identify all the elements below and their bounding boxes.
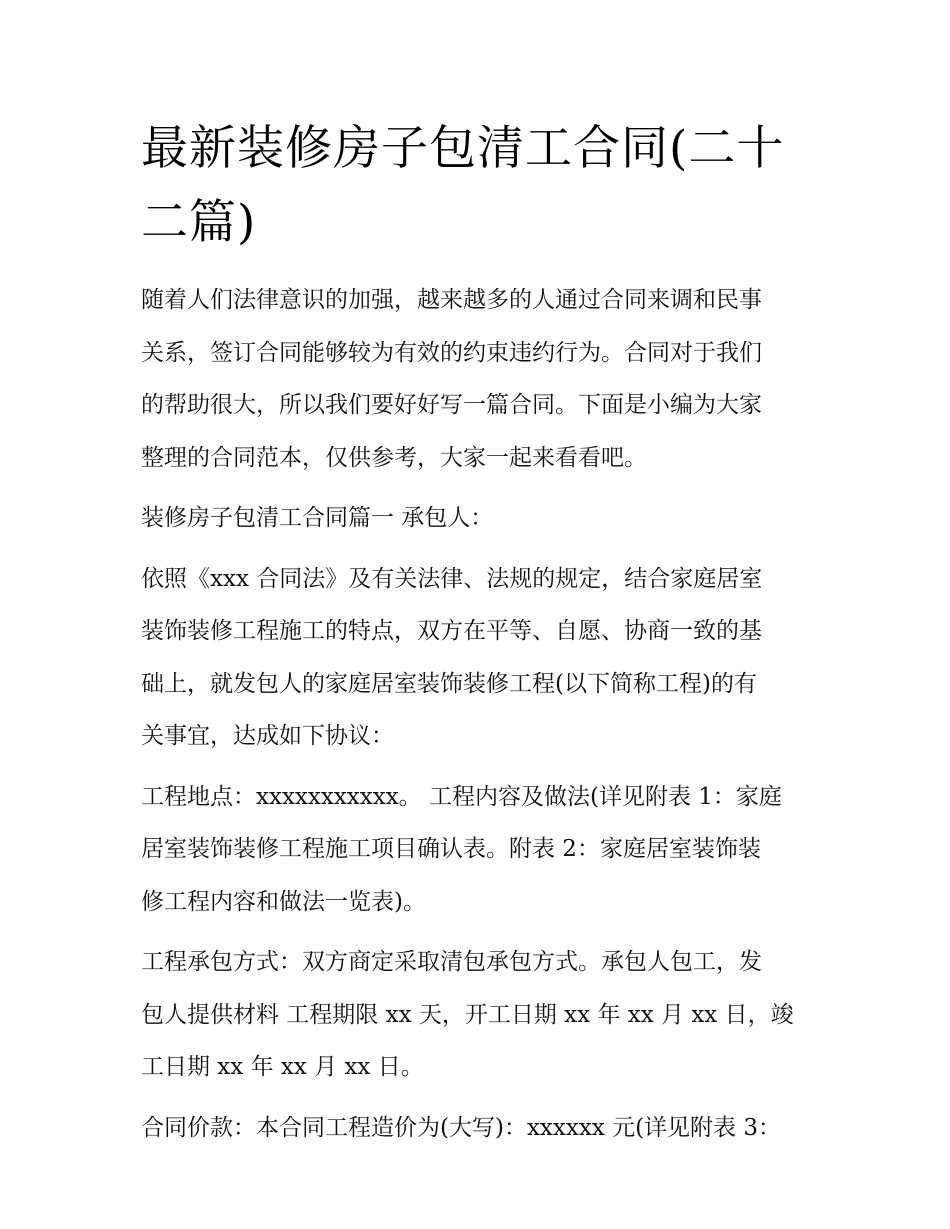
text-line: 的帮助很大，所以我们要好好写一篇合同。下面是小编为大家 (141, 392, 762, 418)
text-line: 关事宜，达成如下协议： (141, 723, 394, 749)
text-line: 包人提供材料 工程期限 xx 天，开工日期 xx 年 xx 月 xx 日，竣 (141, 1001, 794, 1028)
text-line: 工日期 xx 年 xx 月 xx 日。 (141, 1054, 424, 1080)
document-title (141, 112, 813, 260)
text-line: 依照《xxx 合同法》及有关法律、法规的规定，结合家庭居室 (141, 565, 763, 592)
text-line: 居室装饰装修工程施工项目确认表。附表 2：家庭居室装饰装 (141, 836, 761, 862)
text-line: 装饰装修工程施工的特点，双方在平等、自愿、协商一致的基 (141, 618, 762, 644)
contract-method-paragraph (141, 936, 813, 1094)
text-line: 工程地点：xxxxxxxxxxx。 工程内容及做法(详见附表 1：家庭 (141, 783, 782, 810)
text-line: 随着人们法律意识的加强，越来越多的人通过合同来调和民事 (141, 287, 762, 313)
text-line: 修工程内容和做法一览表)。 (141, 888, 426, 915)
document-body (141, 112, 813, 1154)
intro-paragraph (141, 274, 813, 484)
title-line: 二篇) (141, 195, 257, 250)
legal-basis-paragraph (141, 553, 813, 763)
text-line: 装修房子包清工合同篇一 承包人： (141, 505, 494, 531)
text-line: 工程承包方式：双方商定采取清包承包方式。承包人包工，发 (141, 949, 762, 975)
text-line: 础上，就发包人的家庭居室装饰装修工程(以下简称工程)的有 (141, 670, 757, 697)
text-line: 关系，签订合同能够较为有效的约束违约行为。合同对于我们 (141, 339, 762, 366)
text-line: 合同价款：本合同工程造价为(大写)：xxxxxx 元(详见附表 3： (141, 1114, 782, 1141)
section-heading-paragraph (141, 492, 813, 545)
text-line: 整理的合同范本，仅供参考，大家一起来看看吧。 (141, 444, 647, 471)
title-line: 最新装修房子包清工合同(二十 (141, 121, 785, 176)
project-location-paragraph (141, 771, 813, 929)
contract-price-paragraph (141, 1102, 813, 1155)
